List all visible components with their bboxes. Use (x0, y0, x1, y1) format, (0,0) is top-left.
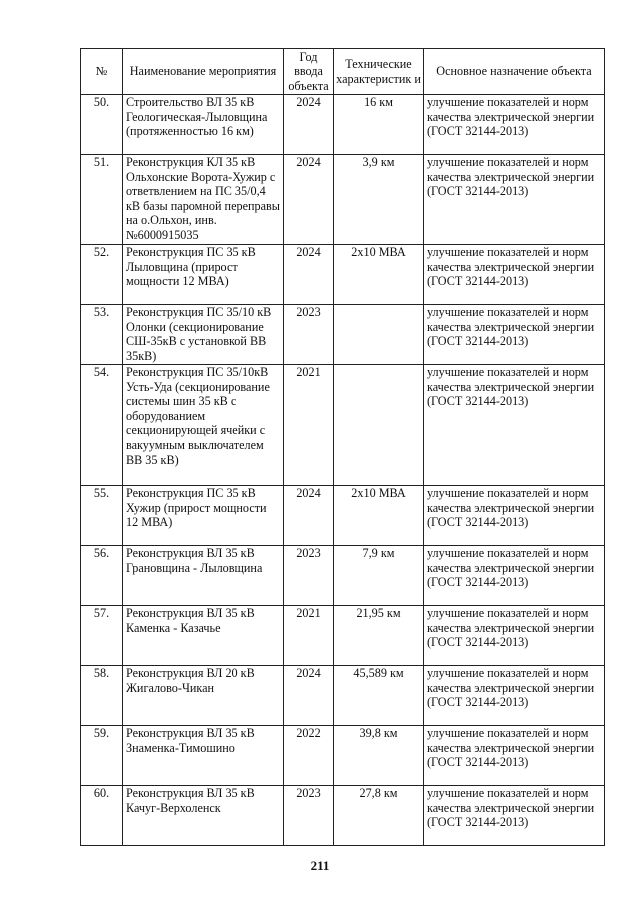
row-year: 2023 (284, 305, 334, 365)
row-year: 2021 (284, 606, 334, 666)
row-purpose: улучшение показателей и норм качества электрической энергии (ГОСТ 32144-2013) (424, 726, 605, 786)
table-row (81, 486, 605, 546)
row-purpose: улучшение показателей и норм качества электрической энергии (ГОСТ 32144-2013) (424, 155, 605, 245)
header-year: Год ввода объекта (284, 49, 334, 95)
row-year: 2024 (284, 245, 334, 305)
row-name: Реконструкция ВЛ 35 кВ Грановщина - Лыловщина (123, 546, 284, 606)
header-name: Наименование мероприятия (123, 49, 284, 95)
page-number: 211 (310, 858, 330, 873)
table-row (81, 365, 605, 486)
row-purpose: улучшение показателей и норм качества электрической энергии (ГОСТ 32144-2013) (424, 305, 605, 365)
row-num: 59. (81, 726, 123, 786)
row-tech: 21,95 км (334, 606, 424, 666)
row-tech: 7,9 км (334, 546, 424, 606)
row-year: 2023 (284, 786, 334, 846)
row-name: Реконструкция ПС 35/10 кВ Олонки (секционирование СШ-35кВ с установкой ВВ 35кВ) (123, 305, 284, 365)
table-row (81, 155, 605, 245)
row-num: 51. (81, 155, 123, 245)
row-num: 55. (81, 486, 123, 546)
row-year: 2021 (284, 365, 334, 486)
row-purpose: улучшение показателей и норм качества электрической энергии (ГОСТ 32144-2013) (424, 95, 605, 155)
table-row (81, 606, 605, 666)
row-tech: 2х10 МВА (334, 486, 424, 546)
header-tech: Технические характеристик и (334, 49, 424, 95)
table-row (81, 305, 605, 365)
row-purpose: улучшение показателей и норм качества электрической энергии (ГОСТ 32144-2013) (424, 546, 605, 606)
row-tech: 2х10 МВА (334, 245, 424, 305)
row-purpose: улучшение показателей и норм качества электрической энергии (ГОСТ 32144-2013) (424, 666, 605, 726)
row-name: Реконструкция ПС 35/10кВ Усть-Уда (секционирование системы шин 35 кВ с оборудованием секционирующей ячейки с вакуумным выключателем ВВ 35 кВ) (123, 365, 284, 486)
row-purpose: улучшение показателей и норм качества электрической энергии (ГОСТ 32144-2013) (424, 365, 605, 486)
row-purpose: улучшение показателей и норм качества электрической энергии (ГОСТ 32144-2013) (424, 786, 605, 846)
row-name: Строительство ВЛ 35 кВ Геологическая-Лыловщина (протяженностью 16 км) (123, 95, 284, 155)
row-num: 57. (81, 606, 123, 666)
row-num: 53. (81, 305, 123, 365)
row-num: 60. (81, 786, 123, 846)
row-tech: 45,589 км (334, 666, 424, 726)
row-tech (334, 305, 424, 365)
row-purpose: улучшение показателей и норм качества электрической энергии (ГОСТ 32144-2013) (424, 486, 605, 546)
row-year: 2024 (284, 486, 334, 546)
row-name: Реконструкция ВЛ 35 кВ Знаменка-Тимошино (123, 726, 284, 786)
row-purpose: улучшение показателей и норм качества электрической энергии (ГОСТ 32144-2013) (424, 606, 605, 666)
row-num: 58. (81, 666, 123, 726)
table-row (81, 546, 605, 606)
row-year: 2024 (284, 155, 334, 245)
row-num: 50. (81, 95, 123, 155)
row-year: 2022 (284, 726, 334, 786)
measures-table (80, 48, 605, 846)
table-row (81, 786, 605, 846)
row-tech: 39,8 км (334, 726, 424, 786)
row-num: 54. (81, 365, 123, 486)
table-row (81, 95, 605, 155)
table-row (81, 245, 605, 305)
table-header-row (81, 49, 605, 95)
row-tech: 16 км (334, 95, 424, 155)
table-row (81, 666, 605, 726)
row-year: 2024 (284, 666, 334, 726)
row-name: Реконструкция КЛ 35 кВ Ольхонские Ворота-Хужир с ответвлением на ПС 35/0,4 кВ базы паромной переправы на о.Ольхон, инв. №6000915035 (123, 155, 284, 245)
row-num: 52. (81, 245, 123, 305)
row-name: Реконструкция ВЛ 20 кВ Жигалово-Чикан (123, 666, 284, 726)
row-name: Реконструкция ПС 35 кВ Хужир (прирост мощности 12 МВА) (123, 486, 284, 546)
row-purpose: улучшение показателей и норм качества электрической энергии (ГОСТ 32144-2013) (424, 245, 605, 305)
row-name: Реконструкция ВЛ 35 кВ Каменка - Казачье (123, 606, 284, 666)
row-year: 2023 (284, 546, 334, 606)
row-tech: 3,9 км (334, 155, 424, 245)
table-row (81, 726, 605, 786)
header-purpose: Основное назначение объекта (424, 49, 605, 95)
row-name: Реконструкция ВЛ 35 кВ Качуг-Верхоленск (123, 786, 284, 846)
row-name: Реконструкция ПС 35 кВ Лыловщина (прирост мощности 12 МВА) (123, 245, 284, 305)
row-tech: 27,8 км (334, 786, 424, 846)
row-year: 2024 (284, 95, 334, 155)
row-tech (334, 365, 424, 486)
header-num: № (81, 49, 123, 95)
row-num: 56. (81, 546, 123, 606)
